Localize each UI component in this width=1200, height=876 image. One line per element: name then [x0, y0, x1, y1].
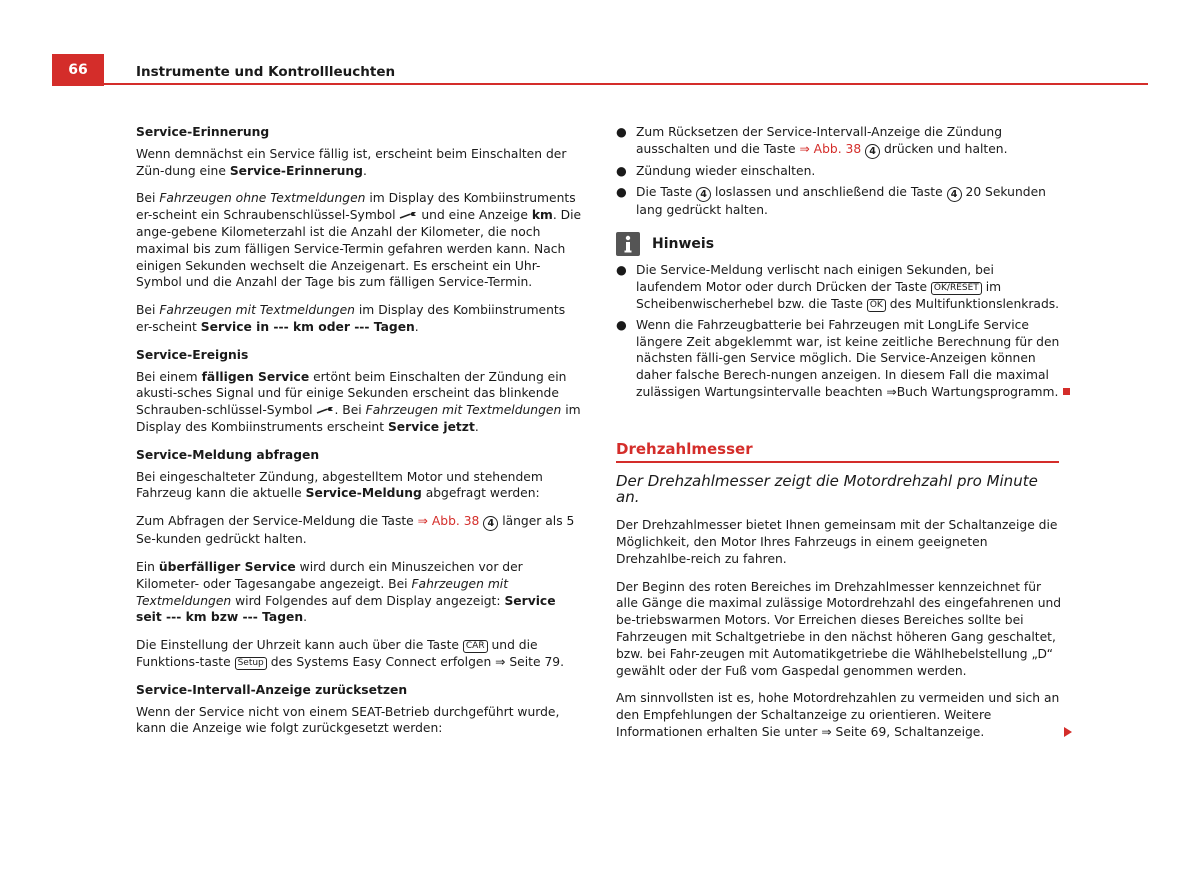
- car-key-label: CAR: [463, 640, 488, 653]
- paragraph: Bei einem fälligen Service ertönt beim Einschalten der Zündung ein akusti-sches Signal und für einige Sekunden erscheint das blinkende Schrauben-schlüssel-Symbol . Bei Fahrzeugen mit Textmeldungen im Display des Kombiinstruments erscheint Service jetzt.: [136, 369, 581, 434]
- paragraph: Der Drehzahlmesser bietet Ihnen gemeinsam mit der Schaltanzeige die Möglichkeit, den Motor Ihres Fahrzeugs in einem geeigneten Drehzahlbe-reich zu fahren.: [616, 518, 1058, 566]
- end-square-icon: [1063, 388, 1070, 395]
- heading-service-intervall-zuruecksetzen: Service-Intervall-Anzeige zurücksetzen: [136, 682, 408, 697]
- section-rule: [616, 461, 1059, 463]
- paragraph: Ein überfälliger Service wird durch ein Minuszeichen vor der Kilometer- oder Tagesangabe angezeigt. Bei Fahrzeugen mit Textmeldungen wird Folgendes auf dem Display angezeigt: Service seit --- km bzw --- Tagen.: [136, 559, 556, 625]
- list-item: ● Zündung wieder einschalten.: [616, 163, 816, 178]
- page-number-box: [52, 54, 104, 86]
- figure-link[interactable]: ⇒ Abb. 38: [799, 141, 862, 156]
- ok-reset-key-label: OK/RESET: [931, 282, 982, 295]
- left-column: [136, 124, 582, 748]
- paragraph: Die Einstellung der Uhrzeit kann auch über die Taste CAR und die Funktions-taste Setup des Systems Easy Connect erfolgen ⇒ Seite 79.: [136, 638, 565, 669]
- continue-arrow-icon: [1064, 727, 1072, 737]
- button-number-badge: 4: [865, 144, 880, 159]
- list-item: ● Wenn die Fahrzeugbatterie bei Fahrzeugen mit LongLife Service längere Zeit abgeklemmt war, ist keine zeitliche Berechnung für den nächsten fälli-gen Service möglich. Die Service-Anzeigen können daher falsche Berech-nungen anzeigen. In diesem Fall die maximal zulässigen Wartungsintervalle beachten ⇒Buch Wartungsprogramm.: [616, 317, 1062, 401]
- button-number-badge: 4: [483, 516, 498, 531]
- heading-service-ereignis: Service-Ereignis: [136, 347, 249, 362]
- paragraph: Bei eingeschalteter Zündung, abgestelltem Motor und stehendem Fahrzeug kann die aktuelle Service-Meldung abgefragt werden:: [136, 469, 543, 501]
- paragraph: Zum Abfragen der Service-Meldung die Taste ⇒ Abb. 38 4 länger als 5 Se-kunden gedrückt halten.: [136, 514, 575, 547]
- list-item: ● Zum Rücksetzen der Service-Intervall-Anzeige die Zündung ausschalten und die Taste ⇒ Abb. 38 4 drücken und halten.: [616, 125, 1008, 157]
- button-number-badge: 4: [696, 187, 711, 202]
- button-number-badge: 4: [947, 187, 962, 202]
- wrench-icon: [316, 402, 334, 419]
- setup-key-label: Setup: [235, 657, 267, 670]
- section-title: Drehzahlmesser: [616, 439, 753, 458]
- hinweis-title: Hinweis: [652, 235, 715, 252]
- hinweis-header: [616, 232, 1062, 256]
- heading-service-erinnerung: Service-Erinnerung: [136, 125, 270, 139]
- ok-key-label: OK: [867, 299, 886, 312]
- paragraph: Wenn der Service nicht von einem SEAT-Betrieb durchgeführt wurde, kann die Anzeige wie folgt zurückgesetzt werden:: [136, 704, 560, 736]
- paragraph: Wenn demnächst ein Service fällig ist, erscheint beim Einschalten der Zün-dung eine Service-Erinnerung.: [136, 146, 567, 178]
- section-intro: Der Drehzahlmesser zeigt die Motordrehzahl pro Minute an.: [616, 471, 1038, 507]
- list-item: ● Die Taste 4 loslassen und anschließend die Taste 4 20 Sekunden lang gedrückt halten.: [616, 184, 1046, 217]
- paragraph: Der Beginn des roten Bereiches im Drehzahlmesser kennzeichnet für alle Gänge die maximal zulässige Motordrehzahl des eingefahrenen und be-triebswarmen Motors. Vor Erreichen dieses Bereiches sollte bei Fahrzeugen mit Schaltgetriebe in den nächst höheren Gang geschaltet, bzw. bei Fahr-zeugen mit Automatikgetriebe die Wählhebelstellung „D“ gewählt oder der Fuß vom Gaspedal genommen werden.: [616, 579, 1062, 678]
- page-title: Instrumente und Kontrollleuchten: [136, 64, 396, 80]
- figure-link[interactable]: ⇒ Abb. 38: [417, 514, 480, 529]
- paragraph: Am sinnvollsten ist es, hohe Motordrehzahlen zu vermeiden und sich an den Empfehlungen der Schaltanzeige zu orientieren. Weitere Informationen erhalten Sie unter ⇒ Seite 69, Schaltanzeige.: [616, 690, 1062, 740]
- page-number: 66: [68, 62, 88, 78]
- paragraph: Bei Fahrzeugen ohne Textmeldungen im Display des Kombiinstruments er-scheint ein Schraubenschlüssel-Symbol und eine Anzeige km. Die ange-gebene Kilometerzahl ist die Anzahl der Kilometer, die noch maximal bis zum fälligen Service-Termin gefahren werden kann. Nach einigen Sekunden wechselt die Anzeigenart. Es erscheint ein Uhr-Symbol und die Anzahl der Tage bis zum fälligen Service-Termin.: [136, 191, 582, 290]
- wrench-icon: [399, 207, 417, 224]
- list-item: ● Die Service-Meldung verlischt nach einigen Sekunden, bei laufendem Motor oder durch Drücken der Taste OK/RESET im Scheibenwischerhebel bzw. die Taste OK des Multifunktionslenkrads.: [616, 263, 1060, 311]
- paragraph: Bei Fahrzeugen mit Textmeldungen im Display des Kombiinstruments er-scheint Service in --- km oder --- Tagen.: [136, 303, 566, 334]
- heading-service-meldung-abfragen: Service-Meldung abfragen: [136, 447, 320, 462]
- info-icon: [616, 232, 640, 256]
- header-rule: [104, 83, 1148, 85]
- right-column: [616, 124, 1062, 752]
